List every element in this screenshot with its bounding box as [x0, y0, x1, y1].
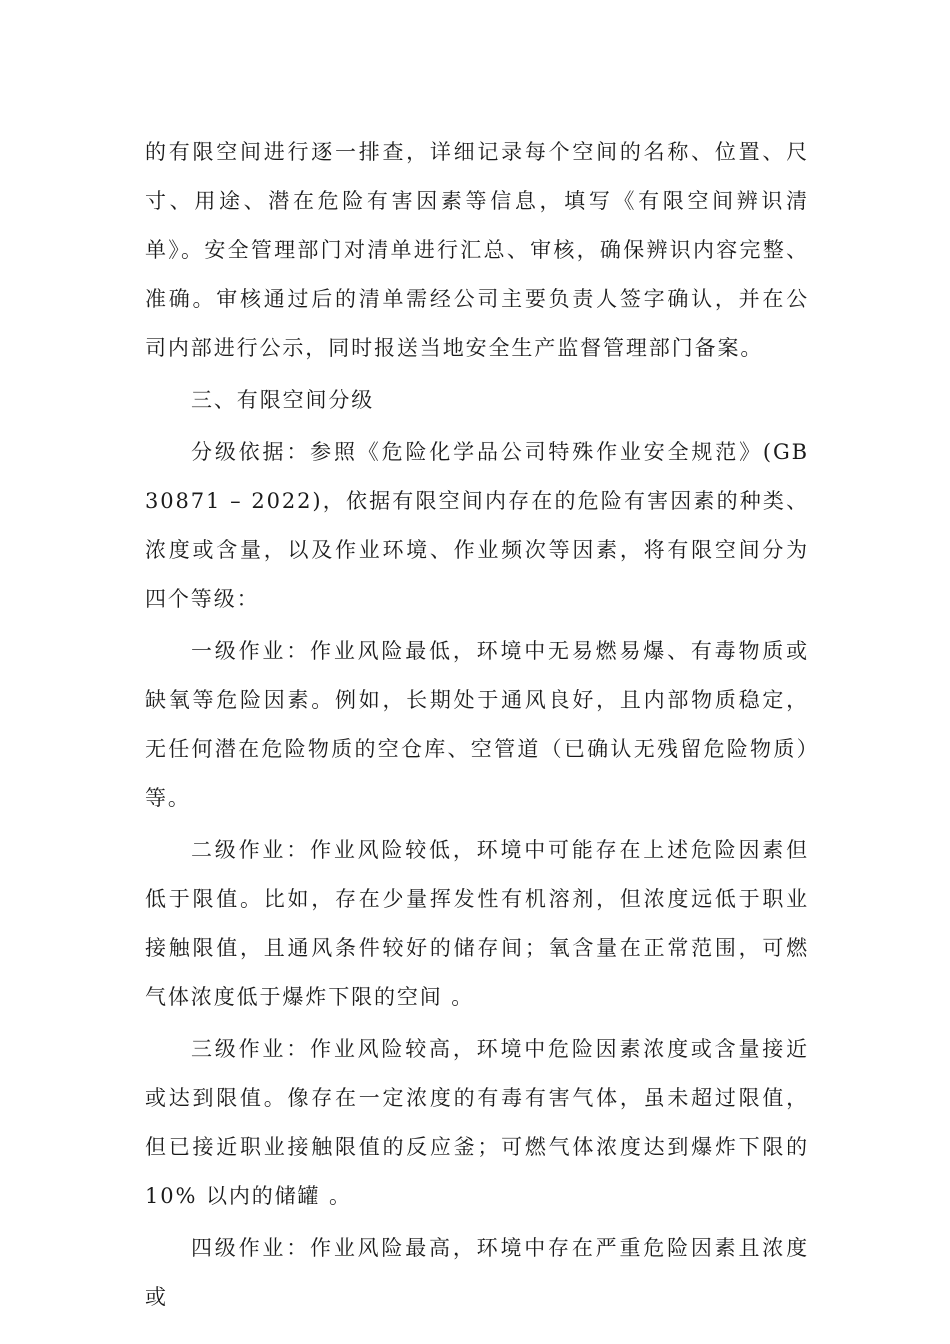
paragraph-classification-basis: 分级依据：参照《危险化学品公司特殊作业安全规范》(GB 30871 – 2022)，依据有限空间内存在的危险有害因素的种类、浓度或含量，以及作业环境、作业频次等因素，将有限空间分为四个等级：: [145, 440, 809, 611]
section-heading-classification: 三、有限空间分级: [191, 388, 375, 412]
paragraph-level-2: 二级作业：作业风险较低，环境中可能存在上述危险因素但低于限值。比如，存在少量挥发性有机溶剂，但浓度远低于职业接触限值，且通风条件较好的储存间；氧含量在正常范围，可燃气体浓度低于爆炸下限的空间 。: [145, 838, 809, 1009]
paragraph-level-4: 四级作业：作业风险最高，环境中存在严重危险因素且浓度或: [145, 1236, 809, 1309]
document-body: [145, 128, 809, 1325]
paragraph-level-3: 三级作业：作业风险较高，环境中危险因素浓度或含量接近或达到限值。像存在一定浓度的有毒有害气体，虽未超过限值，但已接近职业接触限值的反应釜；可燃气体浓度达到爆炸下限的 10% 以内的储罐 。: [145, 1037, 809, 1208]
paragraph-level-1: 一级作业：作业风险最低，环境中无易燃易爆、有毒物质或缺氧等危险因素。例如，长期处于通风良好，且内部物质稳定，无任何潜在危险物质的空仓库、空管道（已确认无残留危险物质）等。: [145, 639, 809, 810]
paragraph-identification-continued: 的有限空间进行逐一排查，详细记录每个空间的名称、位置、尺寸、用途、潜在危险有害因素等信息，填写《有限空间辨识清单》。安全管理部门对清单进行汇总、审核，确保辨识内容完整、准确。审核通过后的清单需经公司主要负责人签字确认，并在公司内部进行公示，同时报送当地安全生产监督管理部门备案。: [145, 140, 809, 360]
